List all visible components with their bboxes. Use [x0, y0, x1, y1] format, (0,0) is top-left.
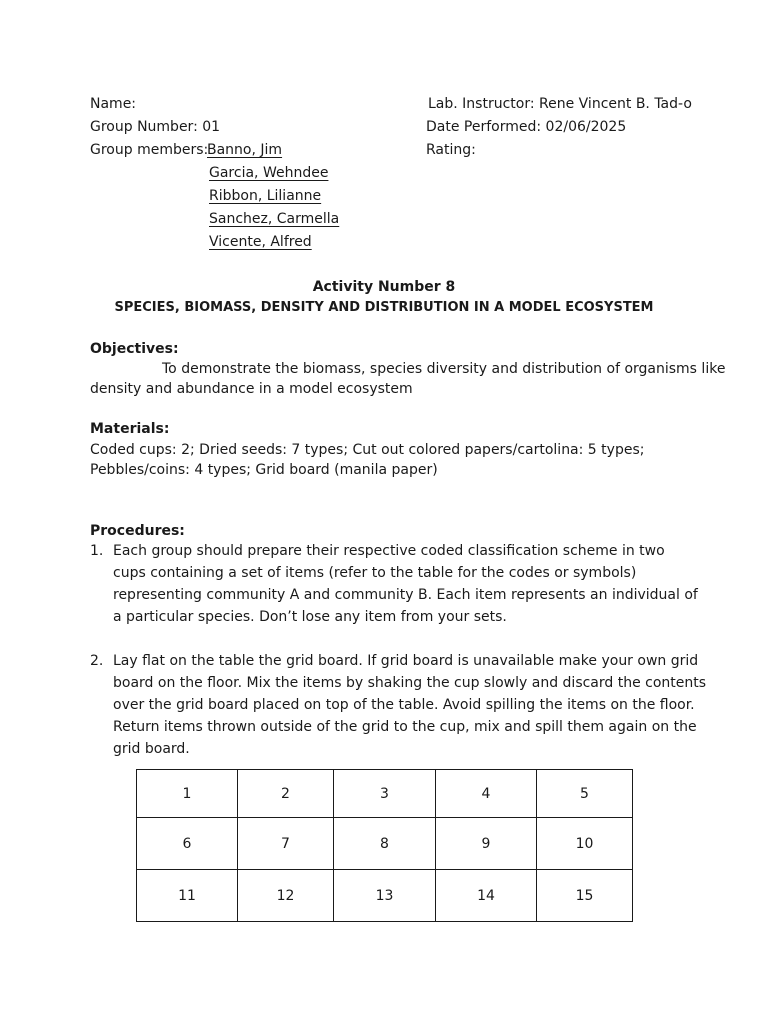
- grid-cell: 4: [436, 770, 537, 818]
- grid-row: [137, 870, 633, 922]
- date-performed: Date Performed: 02/06/2025: [426, 119, 627, 135]
- grid-cell: 14: [436, 870, 537, 922]
- grid-row: [137, 818, 633, 870]
- objectives-line-2: density and abundance in a model ecosystem: [90, 381, 413, 397]
- grid-cell: 1: [137, 770, 238, 818]
- group-members-label: Group members:: [90, 142, 209, 158]
- procedure-2-line-1: Lay flat on the table the grid board. If grid board is unavailable make your own grid: [113, 653, 699, 669]
- member-4: Sanchez, Carmella: [209, 211, 340, 227]
- procedure-2-line-3: over the grid board placed on top of the table. Avoid spilling the items on the floor.: [113, 697, 695, 713]
- grid-cell: 12: [238, 870, 334, 922]
- group-number: Group Number: 01: [90, 119, 221, 135]
- procedure-2-line-5: grid board.: [113, 741, 190, 757]
- activity-number: Activity Number 8: [312, 279, 456, 295]
- member-2: Garcia, Wehndee: [209, 165, 329, 181]
- grid-cell: 2: [238, 770, 334, 818]
- procedure-1-line-4: a particular species. Don’t lose any item from your sets.: [113, 609, 507, 625]
- procedure-2-line-2: board on the floor. Mix the items by shaking the cup slowly and discard the contents: [113, 675, 707, 691]
- procedure-2-number: 2.: [90, 653, 104, 669]
- procedure-2-line-4: Return items thrown outside of the grid to the cup, mix and spill them again on the: [113, 719, 697, 735]
- rating-label: Rating:: [426, 142, 476, 158]
- member-1: Banno, Jim: [207, 142, 283, 158]
- lab-instructor: Lab. Instructor: Rene Vincent B. Tad-o: [428, 96, 692, 112]
- grid-cell: 5: [537, 770, 633, 818]
- grid-cell: 7: [238, 818, 334, 870]
- procedure-1-line-1: Each group should prepare their respective coded classification scheme in two: [113, 543, 665, 559]
- grid-cell: 13: [334, 870, 436, 922]
- grid-row: [137, 770, 633, 818]
- activity-title: SPECIES, BIOMASS, DENSITY AND DISTRIBUTION IN A MODEL ECOSYSTEM: [114, 300, 654, 315]
- materials-line-2: Pebbles/coins: 4 types; Grid board (manila paper): [90, 462, 438, 478]
- materials-heading: Materials:: [90, 421, 170, 437]
- grid-board-table: [136, 769, 633, 922]
- grid-cell: 11: [137, 870, 238, 922]
- procedure-1-line-2: cups containing a set of items (refer to the table for the codes or symbols): [113, 565, 637, 581]
- name-label: Name:: [90, 96, 137, 112]
- grid-cell: 9: [436, 818, 537, 870]
- grid-cell: 6: [137, 818, 238, 870]
- procedures-heading: Procedures:: [90, 523, 185, 539]
- procedure-1-line-3: representing community A and community B. Each item represents an individual of: [113, 587, 698, 603]
- materials-line-1: Coded cups: 2; Dried seeds: 7 types; Cut out colored papers/cartolina: 5 types;: [90, 442, 645, 458]
- procedure-1-number: 1.: [90, 543, 104, 559]
- objectives-heading: Objectives:: [90, 341, 179, 357]
- grid-cell: 8: [334, 818, 436, 870]
- member-3: Ribbon, Lilianne: [209, 188, 322, 204]
- objectives-line-1: To demonstrate the biomass, species diversity and distribution of organisms like: [162, 361, 726, 377]
- member-5: Vicente, Alfred: [209, 234, 312, 250]
- grid-cell: 15: [537, 870, 633, 922]
- grid-cell: 10: [537, 818, 633, 870]
- grid-cell: 3: [334, 770, 436, 818]
